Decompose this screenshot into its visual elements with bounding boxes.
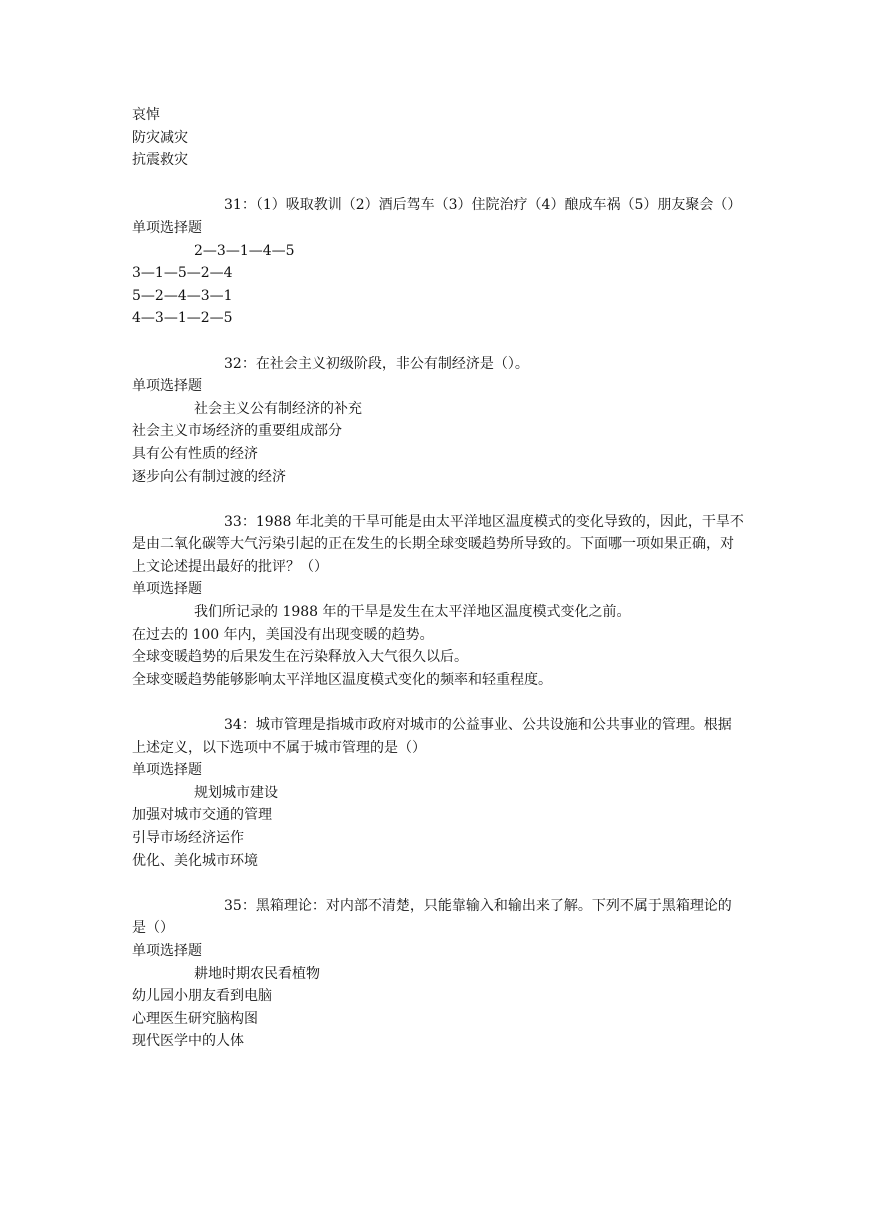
option-text: 全球变暖趋势能够影响太平洋地区温度模式变化的频率和轻重程度。 bbox=[132, 671, 552, 688]
spacer bbox=[132, 330, 744, 353]
option-text: 我们所记录的 1988 年的干旱是发生在太平洋地区温度模式变化之前。 bbox=[194, 604, 631, 621]
document-page bbox=[132, 104, 744, 1053]
option-text: 幼儿园小朋友看到电脑 bbox=[132, 988, 272, 1005]
option-text: 现代医学中的人体 bbox=[132, 1033, 244, 1050]
option-text: 3—1—5—2—4 bbox=[132, 265, 233, 282]
option-text: 优化、美化城市环境 bbox=[132, 852, 258, 869]
question-type: 单项选择题 bbox=[132, 762, 202, 779]
option-text: 全球变暖趋势的后果发生在污染释放入大气很久以后。 bbox=[132, 649, 468, 666]
option-text: 在过去的 100 年内，美国没有出现变暖的趋势。 bbox=[132, 626, 434, 643]
option-text: 社会主义公有制经济的补充 bbox=[194, 400, 362, 417]
question-type: 单项选择题 bbox=[132, 219, 202, 236]
option-text: 逐步向公有制过渡的经济 bbox=[132, 468, 286, 485]
option-text: 2—3—1—4—5 bbox=[194, 242, 295, 259]
option-text: 规划城市建设 bbox=[194, 784, 278, 801]
question-type: 单项选择题 bbox=[132, 942, 202, 959]
option-text: 引导市场经济运作 bbox=[132, 830, 244, 846]
question-stem: 34：城市管理是指城市政府对城市的公益事业、公共设施和公共事业的管理。根据上述定义，以下选项中不属于城市管理的是（） bbox=[132, 717, 732, 756]
question-stem: 31：（1）吸取教训（2）酒后驾车（3）住院治疗（4）酿成车祸（5）朋友聚会（） bbox=[224, 197, 742, 214]
option-text: 耕地时期农民看植物 bbox=[194, 965, 320, 982]
spacer bbox=[132, 488, 744, 511]
question-type: 单项选择题 bbox=[132, 581, 202, 598]
question-stem: 33：1988 年北美的干旱可能是由太平洋地区温度模式的变化导致的，因此，干旱不是由二氧化碳等大气污染引起的正在发生的长期全球变暖趋势所导致的。下面哪一项如果正确，对上文论述提出最好的批评？（） bbox=[132, 513, 744, 575]
option-text: 加强对城市交通的管理 bbox=[132, 807, 272, 824]
option-text: 5—2—4—3—1 bbox=[132, 287, 233, 304]
spacer bbox=[132, 872, 744, 895]
option-text: 防灾减灾 bbox=[132, 129, 188, 146]
question-stem: 35：黑箱理论：对内部不清楚，只能靠输入和输出来了解。下列不属于黑箱理论的是（） bbox=[132, 897, 732, 937]
question-type: 单项选择题 bbox=[132, 378, 202, 395]
spacer bbox=[132, 691, 744, 714]
question-stem: 32：在社会主义初级阶段，非公有制经济是（）。 bbox=[224, 355, 529, 372]
option-text: 心理医生研究脑构图 bbox=[132, 1010, 258, 1027]
option-text: 4—3—1—2—5 bbox=[132, 310, 233, 327]
option-text: 具有公有性质的经济 bbox=[132, 445, 258, 462]
option-text: 哀悼 bbox=[132, 107, 160, 123]
option-text: 社会主义市场经济的重要组成部分 bbox=[132, 423, 342, 440]
spacer bbox=[132, 172, 744, 195]
option-text: 抗震救灾 bbox=[132, 152, 188, 169]
